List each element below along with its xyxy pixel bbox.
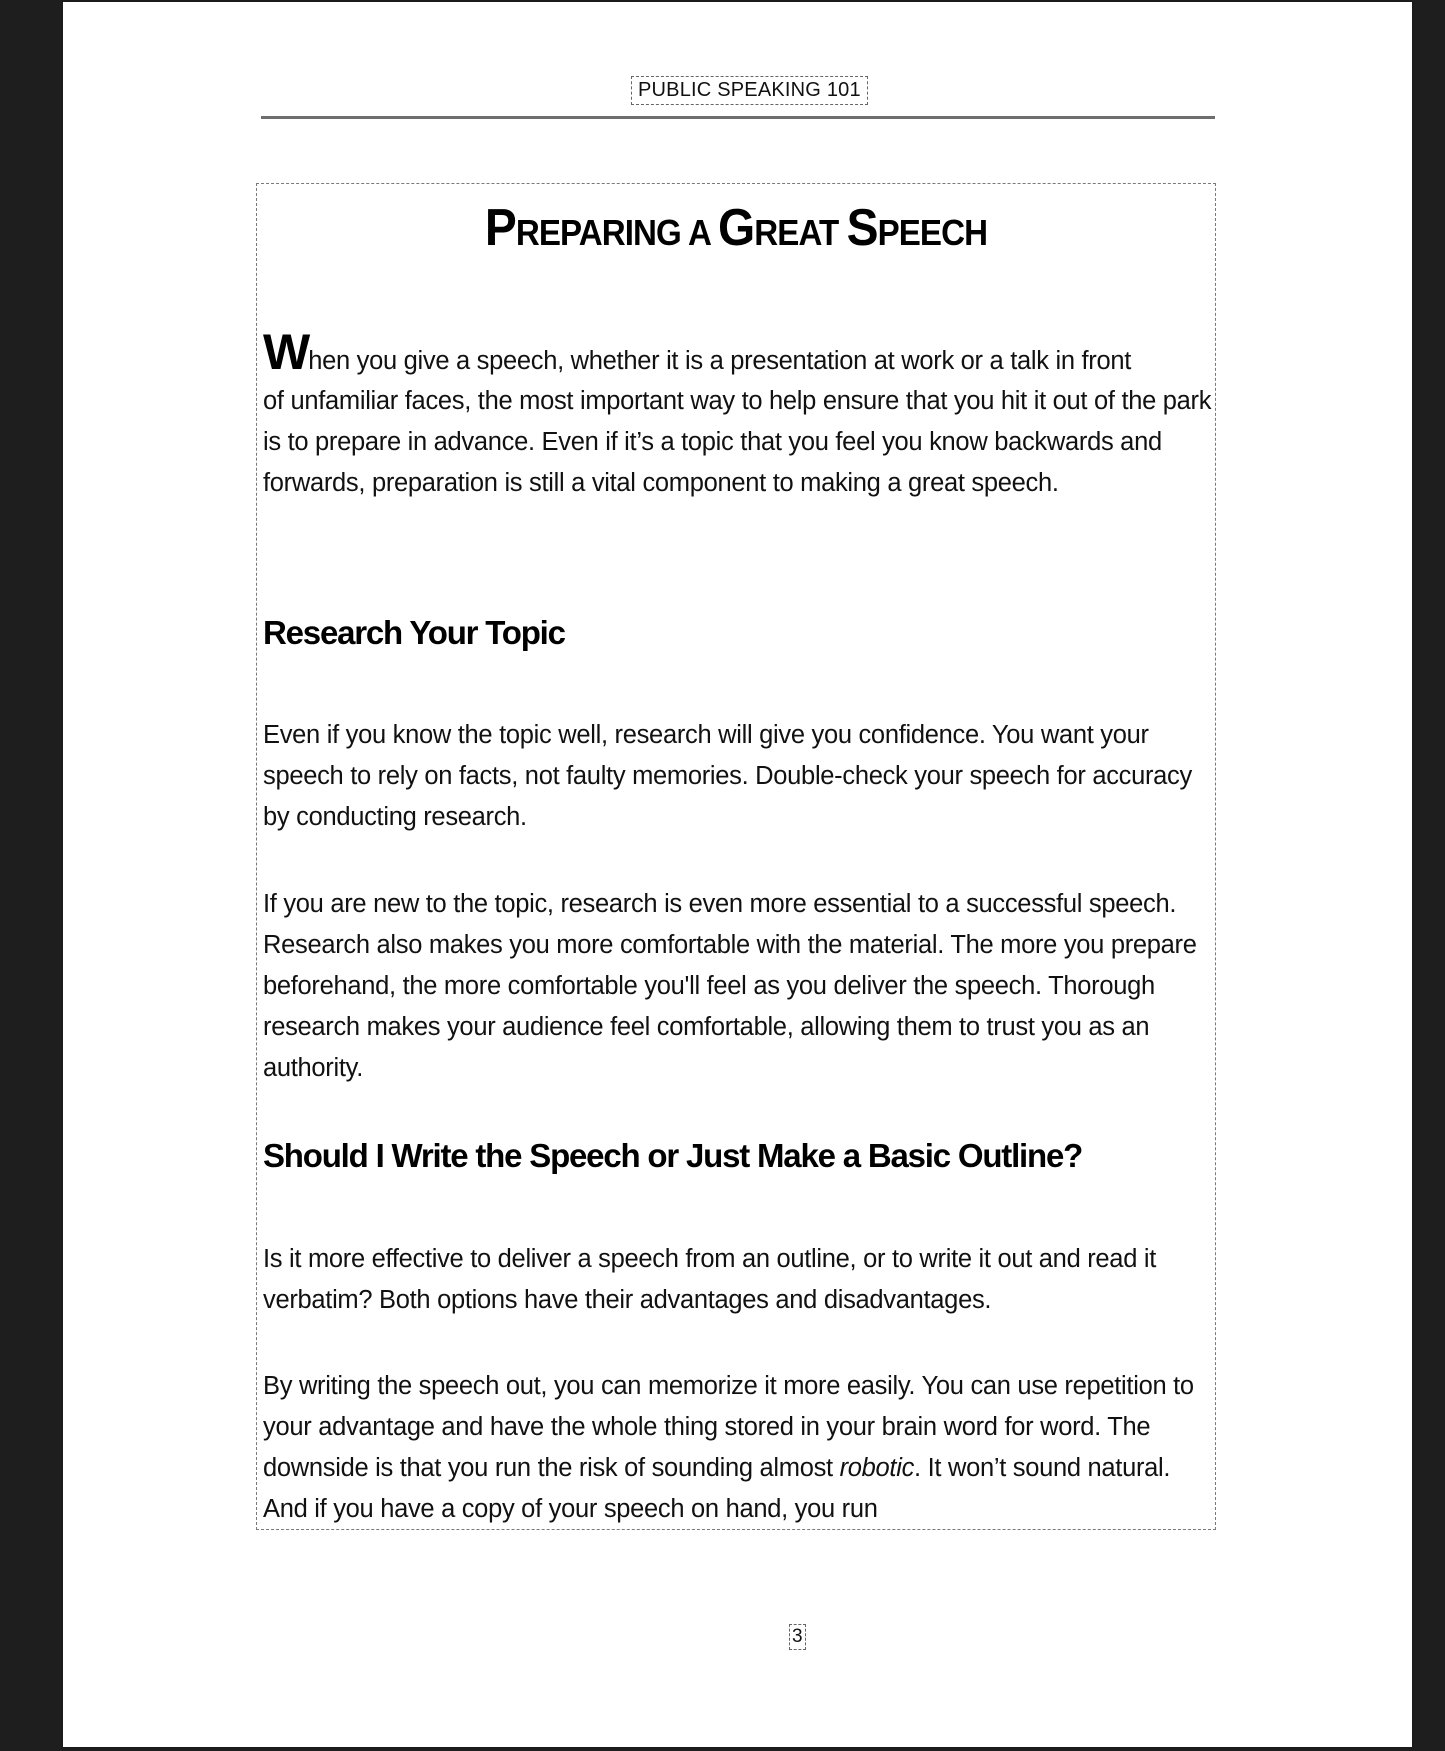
paragraph-outline-2-end: . It won’t sound natural. And if you have a copy of your speech on hand, you run — [263, 1454, 1171, 1523]
intro-first-line — [263, 324, 1216, 381]
paragraph-outline-1: Is it more effective to deliver a speech from an outline, or to write it out and read it verbatim? Both options have their advantages and disadvantages. — [263, 1245, 1157, 1314]
page-number: 3 — [789, 1624, 806, 1650]
title-capital-g: G — [718, 199, 755, 257]
paragraph-outline-2-start: By writing the speech out, you can memorize it more easily. You can use repetition to your advantage and have the whole thing stored in your brain word for word. The downside is that you run the risk of sounding almost — [263, 1372, 1194, 1482]
title-part-3: PEECH — [877, 212, 988, 253]
title-part-1: REPARING A — [515, 212, 719, 253]
drop-cap: W — [263, 324, 309, 380]
header-rule — [261, 116, 1215, 119]
italic-robotic: robotic — [839, 1454, 915, 1482]
page-title — [295, 198, 1176, 258]
section-heading-research: Research Your Topic — [263, 614, 565, 651]
running-header: PUBLIC SPEAKING 101 — [631, 76, 868, 105]
content-frame — [256, 183, 1216, 1530]
title-capital-p: P — [484, 199, 516, 257]
section-heading-outline: Should I Write the Speech or Just Make a Basic Outline? — [263, 1137, 1083, 1174]
paragraph-outline-2 — [263, 1366, 1216, 1530]
intro-body: of unfamiliar faces, the most important way to help ensure that you hit it out of the park is to prepare in advance. Even if it’s a topic that you feel you know backwards and forwards, preparation is still a vital component to making a great speech. — [263, 387, 1212, 497]
intro-first-line-text: hen you give a speech, whether it is a presentation at work or a talk in front — [308, 347, 1132, 375]
paragraph-research-2: If you are new to the topic, research is even more essential to a successful speech. Research also makes you more comfortable with the material. The more you prepare beforehand, the more comfortable you'll feel as you deliver the speech. Thorough research makes your audience feel comfortable, allowing them to trust you as an authority. — [263, 890, 1197, 1082]
title-capital-s: S — [846, 199, 878, 257]
paragraph-research-1: Even if you know the topic well, research will give you confidence. You want your speech to rely on facts, not faulty memories. Double-check your speech for accuracy by conducting research. — [263, 721, 1192, 831]
document-page — [63, 2, 1412, 1747]
title-part-2: REAT — [754, 212, 847, 253]
intro-paragraph — [263, 324, 1216, 504]
